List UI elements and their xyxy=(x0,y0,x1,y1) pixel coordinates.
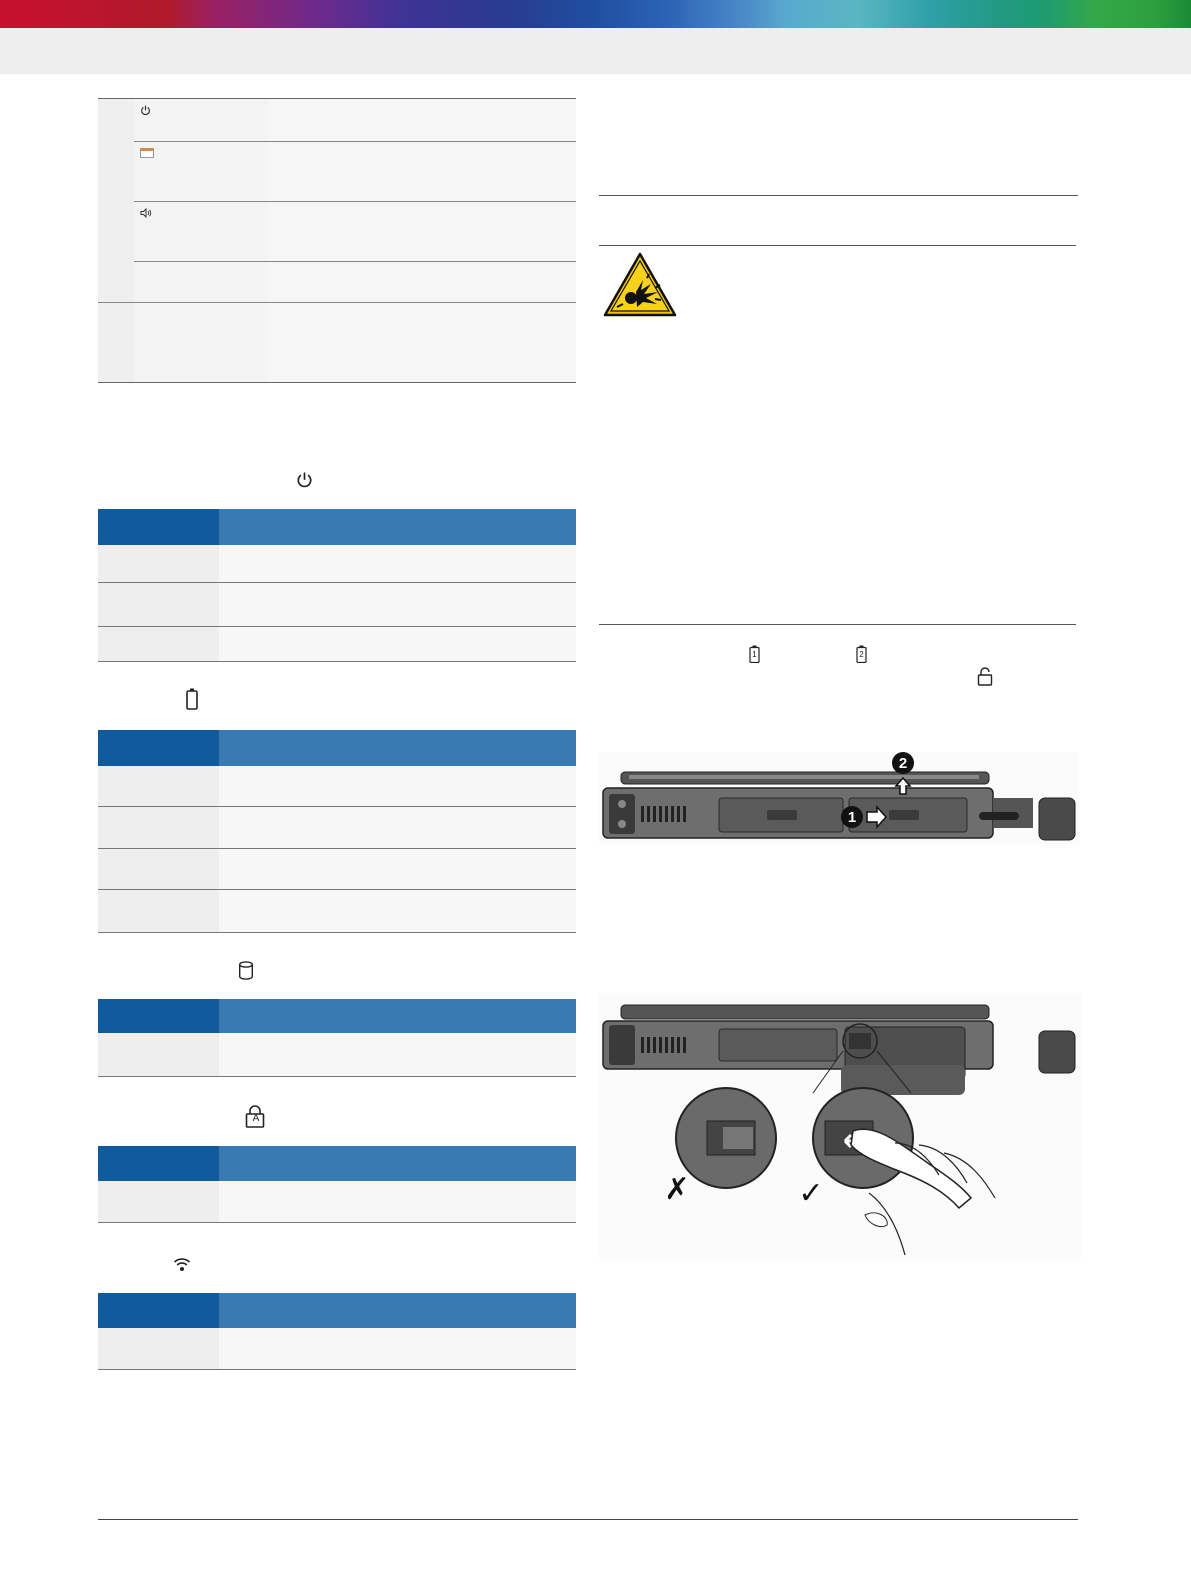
correct-mark: ✓ xyxy=(798,1176,824,1211)
warning-top-rule xyxy=(599,245,1076,246)
power-icon xyxy=(296,471,313,489)
power-indicator-table xyxy=(98,509,576,662)
table-row xyxy=(98,890,576,933)
wifi-icon xyxy=(173,1256,191,1272)
drive-indicator-table xyxy=(98,999,576,1077)
wrong-mark: ✗ xyxy=(664,1172,690,1207)
table-row xyxy=(98,545,576,583)
table-row xyxy=(98,303,576,382)
table-row xyxy=(134,142,576,202)
brand-color-band xyxy=(0,0,1191,28)
table-row xyxy=(134,99,576,142)
power-icon xyxy=(140,105,151,116)
table-row xyxy=(98,1181,576,1223)
table-header xyxy=(98,1293,576,1328)
table-row xyxy=(98,627,576,662)
status-icons-table xyxy=(98,98,576,383)
caps-lock-icon-letter: A xyxy=(252,1113,260,1124)
table-row xyxy=(98,583,576,627)
footer-rule xyxy=(98,1519,1078,1520)
section-divider xyxy=(599,195,1078,196)
wireless-indicator-table xyxy=(98,1293,576,1370)
battery-slot-1-label: 1 xyxy=(752,650,757,659)
explosion-hazard-icon xyxy=(603,252,677,318)
table-header xyxy=(98,730,576,766)
callout-1: 1 xyxy=(847,809,857,826)
drive-icon xyxy=(238,961,254,980)
table-row xyxy=(134,202,576,262)
section-divider xyxy=(599,624,1076,625)
unlock-icon xyxy=(977,667,993,686)
calendar-icon xyxy=(140,148,154,158)
table-row xyxy=(98,1328,576,1370)
table-header xyxy=(98,999,576,1033)
table-row xyxy=(98,766,576,807)
header-bar xyxy=(0,28,1191,74)
battery-slot-2-label: 2 xyxy=(859,650,864,659)
table-header xyxy=(98,1146,576,1181)
battery-icon xyxy=(186,688,198,710)
caps-lock-indicator-table xyxy=(98,1146,576,1223)
table-header xyxy=(98,509,576,545)
speaker-icon xyxy=(140,208,152,218)
table-row xyxy=(98,1033,576,1077)
table-row xyxy=(98,849,576,890)
callout-2: 2 xyxy=(898,755,908,772)
table-row xyxy=(98,262,576,303)
battery-latch-figure xyxy=(599,993,1081,1261)
table-row xyxy=(98,807,576,849)
battery-indicator-table xyxy=(98,730,576,933)
battery-release-figure xyxy=(599,752,1079,844)
